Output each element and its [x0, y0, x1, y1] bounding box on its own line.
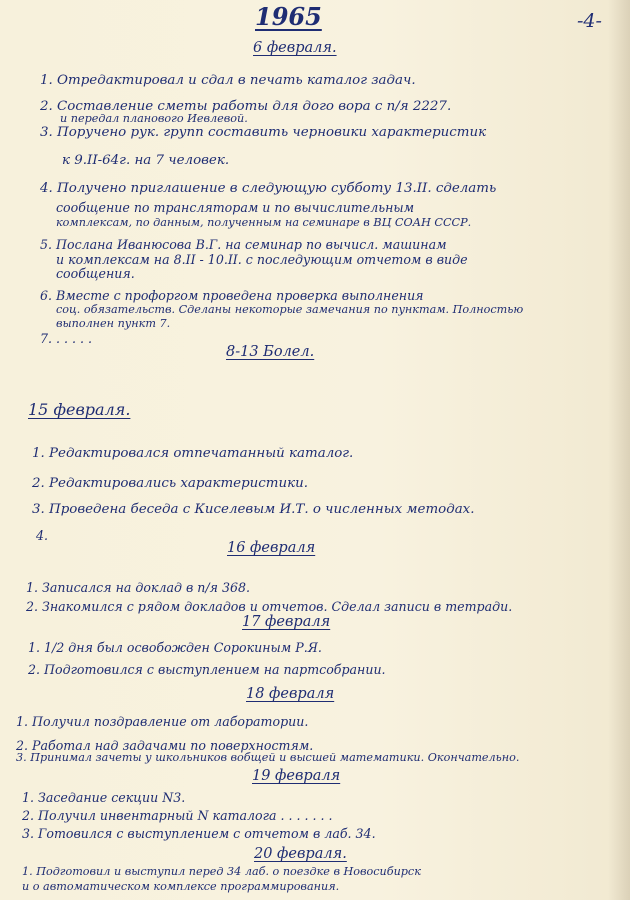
entry-line: 2. Редактировались характеристики.: [32, 476, 308, 491]
entry-line: 6. Вместе с профоргом проведена проверка выполнения: [40, 288, 424, 303]
page-number: -4-: [577, 10, 602, 32]
entry-line: 2. Получил инвентарный N каталога . . . . . . .: [22, 808, 333, 823]
date-heading: 15 февраля.: [28, 400, 131, 419]
entry-line: 4. Получено приглашение в следующую субботу 13.II. сделать: [40, 181, 497, 196]
date-heading: 6 февраля.: [253, 40, 337, 56]
date-heading: 19 февраля: [252, 768, 341, 784]
entry-line: 5. Послана Иванюсова В.Г. на семинар по вычисл. машинам: [40, 237, 447, 252]
date-heading: 18 февраля: [246, 686, 335, 702]
entry-line: 1. Заседание секции N3.: [22, 790, 186, 805]
entry-line: 2. Работал над задачами по поверхностям.: [16, 738, 314, 753]
entry-line: 1. Получил поздравление от лаборатории.: [16, 714, 309, 729]
entry-line: соц. обязательств. Сделаны некоторые замечания по пунктам. Полностью: [56, 303, 524, 316]
entry-line: выполнен пункт 7.: [56, 317, 171, 330]
entry-line: 1. Редактировался отпечатанный каталог.: [32, 446, 354, 461]
entry-line: 7. . . . . .: [40, 331, 93, 346]
date-heading: 8-13 Болел.: [226, 344, 315, 360]
entry-line: и комплексам на 8.II - 10.II. с последующим отчетом в виде: [56, 252, 468, 267]
entry-line: комплексам, по данным, полученным на семинаре в ВЦ СОАН СССР.: [56, 216, 472, 229]
entry-line: и о автоматическом комплексе программирования.: [22, 880, 340, 893]
entry-line: 3. Готовился с выступлением с отчетом в лаб. 34.: [22, 826, 376, 841]
entry-line: 2. Подготовился с выступлением на партсобрании.: [28, 662, 386, 677]
entry-line: 1. Отредактировал и сдал в печать каталог задач.: [40, 73, 416, 88]
entry-line: 1. Записался на доклад в п/я 368.: [26, 580, 251, 595]
entry-line: 1. Подготовил и выступил перед 34 лаб. о поездке в Новосибирск: [22, 865, 421, 878]
date-heading: 16 февраля: [227, 540, 316, 556]
entry-line: и передал планового Иевлевой.: [60, 112, 248, 125]
entry-line: 2. Знакомился с рядом докладов и отчетов. Сделал записи в тетради.: [26, 599, 513, 614]
entry-line: 3. Принимал зачеты у школьников вобщей и высшей математики. Окончательно.: [16, 751, 520, 764]
entry-line: 1. 1/2 дня был освобожден Сорокиным Р.Я.: [28, 640, 322, 655]
entry-line: 3. Проведена беседа с Киселевым И.Т. о численных методах.: [32, 502, 475, 517]
entry-line: сообщение по трансляторам и по вычислительным: [56, 200, 415, 215]
date-heading: 20 февраля.: [254, 846, 347, 862]
entry-line: сообщения.: [56, 266, 135, 281]
entry-line: 3. Поручено рук. групп составить черновики характеристик: [40, 125, 487, 140]
date-heading: 17 февраля: [242, 614, 331, 630]
entry-line: к 9.II-64г. на 7 человек.: [62, 153, 230, 168]
entry-line: 2. Составление сметы работы для дого вора с п/я 2227.: [40, 99, 452, 114]
entry-line: 4.: [36, 528, 49, 543]
year-heading: 1965: [255, 2, 322, 31]
